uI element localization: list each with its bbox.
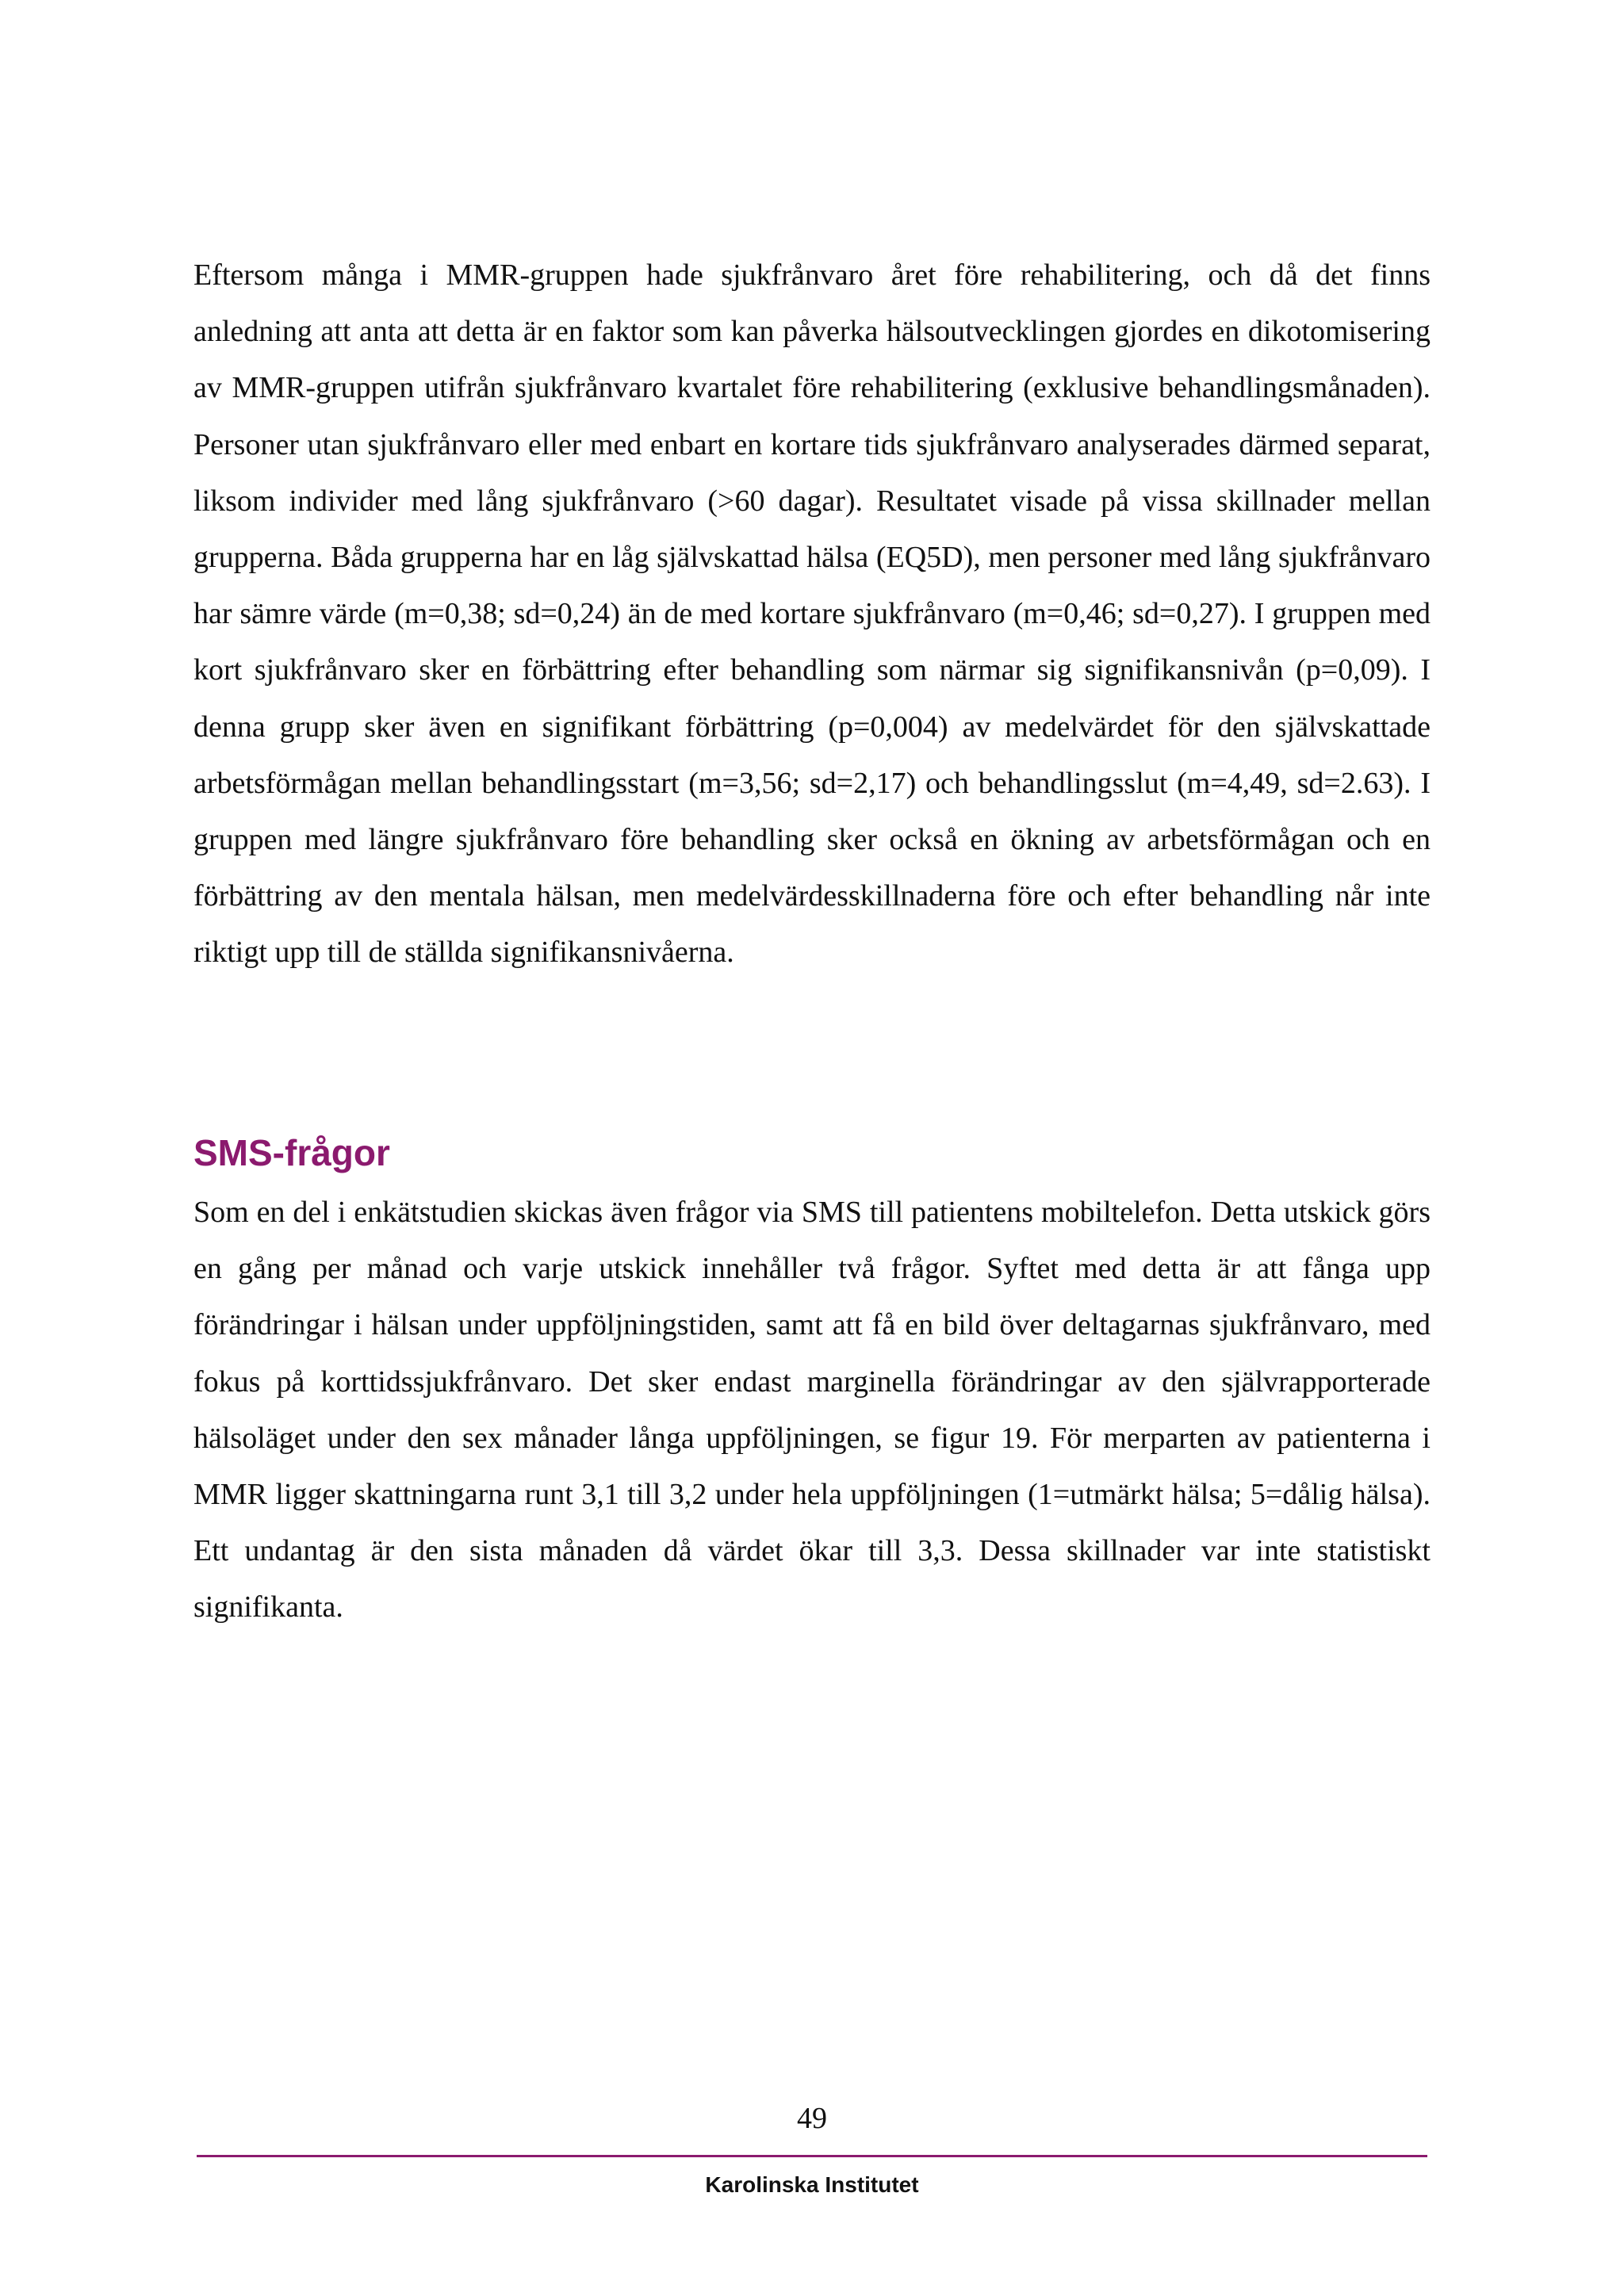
footer-institution: Karolinska Institutet: [705, 2172, 919, 2197]
body-paragraph-1: Eftersom många i MMR-gruppen hade sjukfrånvaro året före rehabilitering, och då det finns anledning att anta att detta är en faktor som kan påverka hälsoutvecklingen gjordes en dikotomisering av MMR-gruppen utifrån sjukfrånvaro kvartalet före rehabilitering (exklusive behandlingsmånaden). Personer utan sjukfrånvaro eller med enbart en kortare tids sjukfrånvaro analyserades därmed separat, liksom individer med lång sjukfrånvaro (>60 dagar). Resultatet visade på vissa skillnader mellan grupperna. Båda grupperna har en låg självskattad hälsa (EQ5D), men personer med lång sjukfrånvaro har sämre värde (m=0,38; sd=0,24) än de med kortare sjukfrånvaro (m=0,46; sd=0,27). I gruppen med kort sjukfrånvaro sker en förbättring efter behandling som närmar sig signifikansnivån (p=0,09). I denna grupp sker även en signifikant förbättring (p=0,004) av medelvärdet för den självskattade arbetsförmågan mellan behandlingsstart (m=3,56; sd=2,17) och behandlingsslut (m=4,49, sd=2.63). I gruppen med längre sjukfrånvaro före behandling sker också en ökning av arbetsförmågan och en förbättring av den mentala hälsan, men medelvärdesskillnaderna före och efter behandling når inte riktigt upp till de ställda signifikansnivåerna.: [193, 258, 1431, 970]
section-heading: SMS-frågor: [193, 1132, 390, 1173]
page-number: 49: [797, 2102, 827, 2135]
body-paragraph-2: Som en del i enkätstudien skickas även frågor via SMS till patientens mobiltelefon. Detta utskick görs en gång per månad och varje utskick innehåller två frågor. Syftet med detta är att fånga upp förändringar i hälsan under uppföljningstiden, samt att få en bild över deltagarnas sjukfrånvaro, med fokus på korttidssjukfrånvaro. Det sker endast marginella förändringar av den självrapporterade hälsoläget under den sex månader långa uppföljningen, se figur 19. För merparten av patienterna i MMR ligger skattningarna runt 3,1 till 3,2 under hela uppföljningen (1=utmärkt hälsa; 5=dålig hälsa). Ett undantag är den sista månaden då värdet ökar till 3,3. Dessa skillnader var inte statistiskt signifikanta.: [193, 1196, 1431, 1624]
body-section-2: [193, 1184, 1431, 1636]
body-section-1: [193, 247, 1431, 982]
footer-divider: [197, 2155, 1427, 2157]
